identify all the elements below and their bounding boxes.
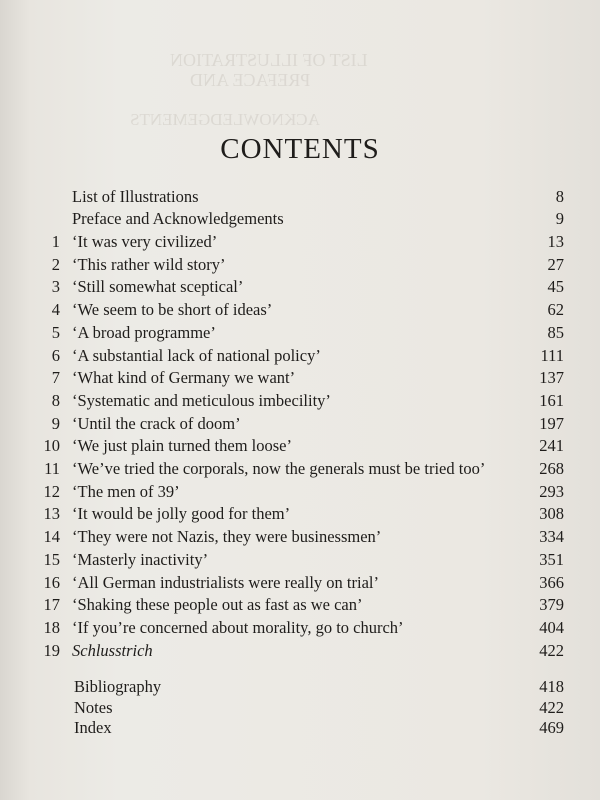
toc-entry-label: Bibliography: [74, 677, 162, 696]
toc-entry-label: ‘All German industrialists were really on trial’: [72, 572, 379, 592]
toc-row: [0, 208, 600, 230]
chapter-number: 5: [51, 322, 60, 342]
toc-page-number: 308: [539, 504, 564, 524]
toc-entry-label: ‘If you’re concerned about morality, go to church’: [72, 617, 404, 637]
toc-entry-label: ‘Masterly inactivity’: [72, 549, 209, 569]
toc-row: [0, 697, 600, 719]
chapter-number: 18: [43, 617, 60, 637]
chapter-number: 2: [51, 254, 60, 274]
toc-entry-label: ‘The men of 39’: [72, 481, 180, 501]
toc-page-number: 45: [547, 277, 564, 297]
toc-row: [0, 231, 600, 253]
toc-row: [0, 526, 600, 548]
toc-row: [0, 617, 600, 639]
toc-entry-label: ‘They were not Nazis, they were businessmen’: [72, 527, 382, 547]
toc-entry-label: Schlusstrich: [72, 640, 153, 660]
chapter-number: 12: [43, 481, 60, 501]
toc-row: [0, 390, 600, 412]
chapter-number: 16: [43, 572, 60, 592]
chapter-number: 4: [51, 300, 60, 320]
toc-page-number: 111: [540, 345, 564, 365]
toc-page-number: 8: [555, 187, 564, 206]
toc-row: [0, 481, 600, 503]
chapter-number: 6: [51, 345, 60, 365]
toc-entry-label: Notes: [74, 698, 113, 717]
toc-row: [0, 572, 600, 594]
toc-page-number: 62: [547, 300, 564, 320]
toc-row: [0, 322, 600, 344]
page-title: CONTENTS: [220, 133, 380, 165]
chapter-number: 1: [51, 232, 60, 251]
chapter-number: 7: [51, 368, 60, 388]
toc-entry-label: Preface and Acknowledgements: [72, 209, 284, 228]
toc-entry-label: ‘Until the crack of doom’: [72, 413, 241, 433]
toc-entry-label: ‘It would be jolly good for them’: [72, 504, 291, 524]
chapter-number: 11: [44, 459, 60, 478]
toc-page-number: 27: [547, 254, 564, 274]
toc-row: [0, 676, 600, 698]
toc-row: [0, 717, 600, 739]
toc-row: [0, 276, 600, 298]
toc-page-number: 404: [539, 617, 564, 637]
chapter-number: 14: [43, 527, 60, 547]
toc-row: [0, 640, 600, 662]
chapter-number: 10: [43, 436, 60, 456]
chapter-number: 9: [51, 413, 60, 433]
toc-row: [0, 413, 600, 435]
toc-page-number: 137: [539, 368, 564, 388]
chapter-number: 3: [51, 277, 60, 297]
toc-row: [0, 549, 600, 571]
toc-page-number: 422: [539, 640, 564, 660]
show-through-text: LIST OF ILLUSTRATION PREFACE AND ACKNOWLEDGEMENTS: [130, 50, 368, 129]
toc-row: [0, 299, 600, 321]
toc-page-number: 422: [539, 698, 564, 717]
toc-page-number: 469: [539, 718, 564, 737]
toc-entry-label: ‘We’ve tried the corporals, now the generals must be tried too’: [72, 459, 486, 478]
toc-row: [0, 345, 600, 367]
toc-entry-label: ‘A broad programme’: [72, 322, 216, 342]
toc-page-number: 334: [539, 527, 564, 547]
toc-page-number: 366: [539, 572, 564, 592]
toc-entry-label: ‘This rather wild story’: [72, 254, 226, 274]
toc-entry-label: ‘It was very civilized’: [72, 232, 218, 251]
toc-entry-label: List of Illustrations: [72, 187, 199, 206]
toc-page-number: 85: [547, 322, 564, 342]
toc-page-number: 418: [539, 677, 564, 696]
toc-page-number: 161: [539, 390, 564, 410]
toc-page-number: 268: [539, 459, 564, 478]
chapter-number: 13: [43, 504, 60, 524]
toc-page-number: 293: [539, 481, 564, 501]
toc-page-number: 379: [539, 595, 564, 615]
toc-row: [0, 503, 600, 525]
chapter-number: 8: [51, 390, 60, 410]
toc-page-number: 197: [539, 413, 564, 433]
toc-entry-label: ‘What kind of Germany we want’: [72, 368, 296, 388]
toc-entry-label: Index: [74, 718, 112, 737]
toc-row: [0, 254, 600, 276]
toc-row: [0, 458, 600, 480]
chapter-number: 19: [43, 640, 60, 660]
toc-row: [0, 186, 600, 208]
toc-entry-label: ‘Still somewhat sceptical’: [72, 277, 244, 297]
chapter-number: 15: [43, 549, 60, 569]
toc-entry-label: ‘Shaking these people out as fast as we can’: [72, 595, 363, 615]
chapter-number: 17: [43, 595, 60, 615]
toc-entry-label: ‘A substantial lack of national policy’: [72, 345, 321, 365]
toc-entry-label: ‘We just plain turned them loose’: [72, 436, 292, 456]
toc-page-number: 351: [539, 549, 564, 569]
toc-page-number: 9: [555, 209, 564, 228]
toc-page-number: 13: [547, 232, 564, 251]
toc-entry-label: ‘Systematic and meticulous imbecility’: [72, 390, 331, 410]
toc-page-number: 241: [539, 436, 564, 456]
toc-entry-label: ‘We seem to be short of ideas’: [72, 300, 273, 320]
toc-row: [0, 594, 600, 616]
toc-row: [0, 367, 600, 389]
toc-row: [0, 435, 600, 457]
